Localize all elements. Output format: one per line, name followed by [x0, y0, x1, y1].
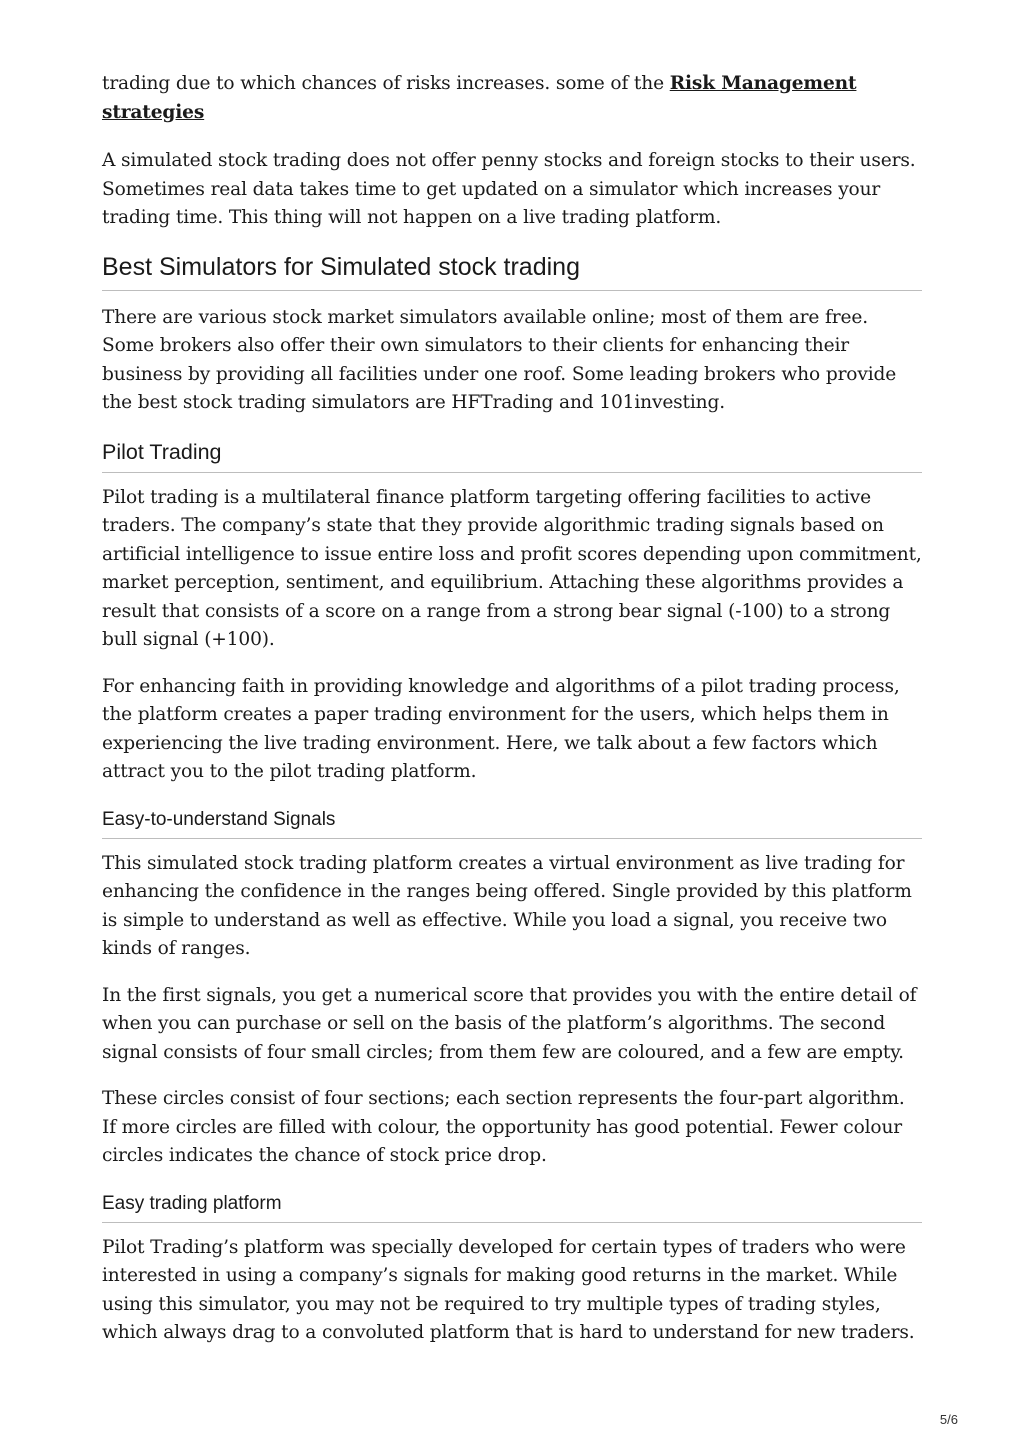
page-number: 5/6 [939, 1412, 958, 1427]
easy-platform-heading: Easy trading platform [102, 1193, 922, 1223]
pilot-trading-heading: Pilot Trading [102, 440, 922, 473]
pilot-trading-paragraph-2: For enhancing faith in providing knowledge and algorithms of a pilot trading process, the platform creates a paper trading environment for the users, which helps them in experiencing the live trading environment. Here, we talk about a few factors which attract you to the pilot trading platform. [102, 675, 900, 782]
signals-paragraph-1: This simulated stock trading platform creates a virtual environment as live trading for enhancing the confidence in the ranges being offered. Single provided by this platform is simple to understand as well as effective. While you load a signal, you receive two kinds of ranges. [102, 852, 912, 959]
page-content [102, 70, 922, 1366]
signals-paragraph-2: In the first signals, you get a numerical score that provides you with the entire detail of when you can purchase or sell on the basis of the platform’s algorithms. The second signal consists of four small circles; from them few are coloured, and a few are empty. [102, 984, 917, 1063]
easy-platform-paragraph: Pilot Trading’s platform was specially developed for certain types of traders who were interested in using a company’s signals for making good returns in the market. While using this simulator, you may not be required to try multiple types of trading styles, which always drag to a convoluted platform that is hard to understand for new traders. [102, 1236, 915, 1343]
signals-heading: Easy-to-understand Signals [102, 809, 922, 839]
intro-paragraph [102, 70, 922, 127]
risk-management-link[interactable]: Risk Management strategies [102, 73, 857, 123]
intro-text: trading due to which chances of risks increases. some of the [102, 73, 670, 94]
pilot-trading-paragraph-1: Pilot trading is a multilateral finance platform targeting offering facilities to active traders. The company’s state that they provide algorithmic trading signals based on artificial intelligence to issue entire loss and profit scores depending upon commitment, market perception, sentiment, and equilibrium. Attaching these algorithms provides a result that consists of a score on a range from a strong bear signal (-100) to a strong bull signal (+100). [102, 486, 922, 650]
best-simulators-paragraph: There are various stock market simulators available online; most of them are free. Some brokers also offer their own simulators to their clients for enhancing their business by providing all facilities under one roof. Some leading brokers who provide the best stock trading simulators are HFTrading and 101investing. [102, 306, 897, 413]
signals-paragraph-3: These circles consist of four sections; each section represents the four-part algorithm. If more circles are filled with colour, the opportunity has good potential. Fewer colour circles indicates the chance of stock price drop. [102, 1088, 905, 1166]
best-simulators-heading: Best Simulators for Simulated stock trading [102, 253, 922, 291]
simulated-limitations-paragraph: A simulated stock trading does not offer penny stocks and foreign stocks to their users. Sometimes real data takes time to get updated on a simulator which increases your trading time. This thing will not happen on a live trading platform. [102, 150, 916, 228]
